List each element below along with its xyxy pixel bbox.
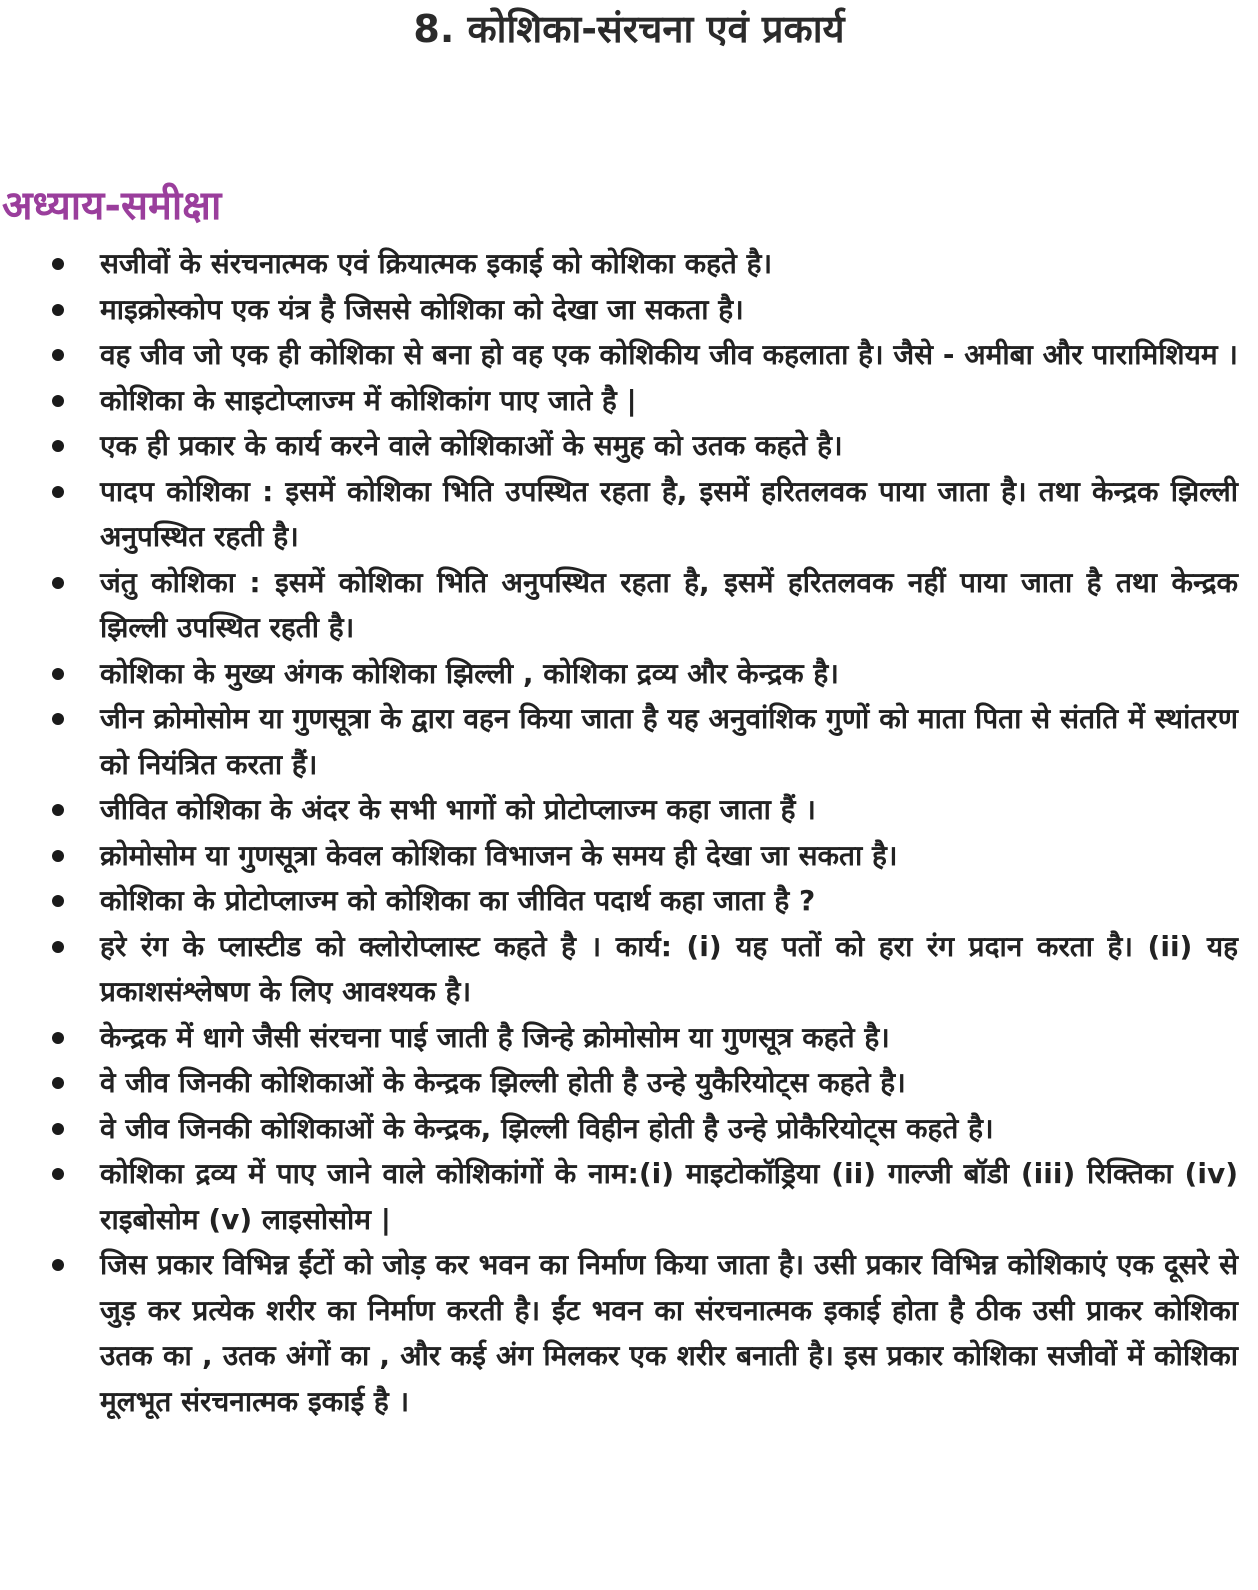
list-item-text: कोशिका द्रव्य में पाए जाने वाले कोशिकांगों के नाम:(i) माइटोकॉड्रिया (ii) गाल्जी बॉडी (iii) रिक्तिका (iv) राइबोसोम (v) लाइसोसोम | (100, 1157, 1238, 1236)
bullet-icon (52, 895, 64, 907)
list-item-text: कोशिका के साइटोप्लाज्म में कोशिकांग पाए जाते है | (100, 383, 637, 417)
bullet-icon (52, 804, 64, 816)
list-item-text: पादप कोशिका : इसमें कोशिका भिति उपस्थित रहता है, इसमें हरितलवक पाया जाता है। तथा केन्द्रक झिल्ली अनुपस्थित रहती है। (100, 474, 1238, 553)
list-item (100, 833, 1238, 879)
bullet-icon (52, 850, 64, 862)
list-item (100, 378, 1238, 424)
summary-list (100, 241, 1238, 1424)
list-item (100, 560, 1238, 651)
chapter-title: 8. कोशिका-संरचना एवं प्रकार्य (413, 7, 845, 51)
list-item-text: सजीवों के संरचनात्मक एवं क्रियात्मक इकाई को कोशिका कहते है। (100, 247, 773, 280)
list-item-text: क्रोमोसोम या गुणसूत्रा केवल कोशिका विभाजन के समय ही देखा जा सकता है। (100, 838, 898, 872)
list-item-text: कोशिका के प्रोटोप्लाज्म को कोशिका का जीवित पदार्थ कहा जाता है ? (100, 884, 816, 917)
list-item (100, 924, 1238, 1015)
list-item (100, 332, 1238, 378)
bullet-icon (52, 440, 64, 452)
list-item-text: वे जीव जिनकी कोशिकाओं के केन्द्रक झिल्ली होती है उन्हे युकैरियोट्स कहते है। (100, 1066, 906, 1099)
list-item (100, 1151, 1238, 1242)
bullet-icon (52, 1168, 64, 1180)
list-item-text: एक ही प्रकार के कार्य करने वाले कोशिकाओं के समुह को उतक कहते है। (100, 429, 843, 462)
bullet-icon (52, 349, 64, 361)
bullet-icon (52, 1123, 64, 1135)
list-item-text: जीन क्रोमोसोम या गुणसूत्रा के द्वारा वहन किया जाता है यह अनुवांशिक गुणों को माता पिता से संतति में स्थांतरण को नियंत्रित करता हैं। (100, 702, 1238, 781)
bullet-icon (52, 1259, 64, 1271)
list-item (100, 787, 1238, 833)
list-item-text: जंतु कोशिका : इसमें कोशिका भिति अनुपस्थित रहता है, इसमें हरितलवक नहीं पाया जाता है तथा केन्द्रक झिल्ली उपस्थित रहती है। (100, 565, 1238, 644)
list-item (100, 878, 1238, 924)
list-item (100, 241, 1238, 287)
list-item-text: जिस प्रकार विभिन्न ईंटों को जोड़ कर भवन का निर्माण किया जाता है। उसी प्रकार विभिन्न कोशिकाएं एक दूसरे से जुड़ कर प्रत्येक शरीर का निर्माण करती है। ईंट भवन का संरचनात्मक इकाई होता है ठीक उसी प्राकर कोशिका उतक का , उतक अंगों का , और कई अंग मिलकर एक शरीर बनाती है। इस प्रकार कोशिका सजीवों में कोशिका मूलभूत संरचनात्मक इकाई है । (100, 1248, 1238, 1418)
list-item (100, 651, 1238, 697)
list-item (100, 1060, 1238, 1106)
list-item-text: कोशिका के मुख्य अंगक कोशिका झिल्ली , कोशिका द्रव्य और केन्द्रक है। (100, 656, 839, 690)
bullet-icon (52, 713, 64, 725)
bullet-icon (52, 1032, 64, 1044)
bullet-icon (52, 486, 64, 498)
list-item (100, 1015, 1238, 1061)
list-item-text: माइक्रोस्कोप एक यंत्र है जिससे कोशिका को देखा जा सकता है। (100, 292, 744, 326)
list-item (100, 469, 1238, 560)
list-item-text: वह जीव जो एक ही कोशिका से बना हो वह एक कोशिकीय जीव कहलाता है। जैसे - अमीबा और पारामिशियम । (100, 338, 1238, 371)
section-heading: अध्याय-समीक्षा (2, 183, 222, 229)
bullet-icon (52, 577, 64, 589)
list-item-text: केन्द्रक में धागे जैसी संरचना पाई जाती है जिन्हे क्रोमोसोम या गुणसूत्र कहते है। (100, 1020, 890, 1054)
list-item-text: हरे रंग के प्लास्टीड को क्लोरोप्लास्ट कहते है । कार्य: (i) यह पतों को हरा रंग प्रदान करता है। (ii) यह प्रकाशसंश्लेषण के लिए आवश्यक है। (100, 929, 1238, 1008)
list-item (100, 1106, 1238, 1152)
list-item (100, 287, 1238, 333)
bullet-icon (52, 395, 64, 407)
bullet-icon (52, 668, 64, 680)
list-item-text: जीवित कोशिका के अंदर के सभी भागों को प्रोटोप्लाज्म कहा जाता हैं । (100, 793, 816, 826)
list-item (100, 423, 1238, 469)
list-item (100, 696, 1238, 787)
bullet-icon (52, 258, 64, 270)
bullet-icon (52, 304, 64, 316)
list-item (100, 1242, 1238, 1424)
list-item-text: वे जीव जिनकी कोशिकाओं के केन्द्रक, झिल्ली विहीन होती है उन्हे प्रोकैरियोट्स कहते है। (100, 1111, 994, 1145)
bullet-icon (52, 941, 64, 953)
bullet-icon (52, 1077, 64, 1089)
